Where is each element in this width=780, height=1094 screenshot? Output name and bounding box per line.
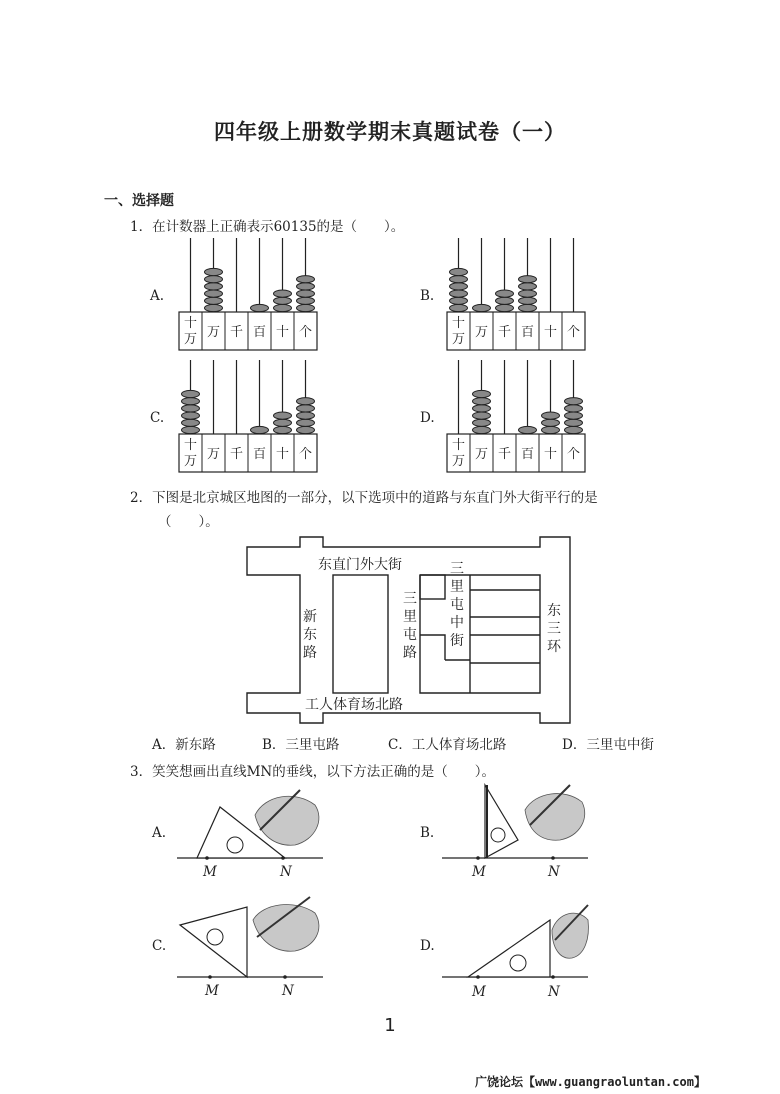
abacus-bead: [496, 297, 514, 304]
abacus-bead: [297, 276, 315, 283]
abacus-bead: [297, 297, 315, 304]
abacus-bead: [182, 412, 200, 419]
q3-c-label-m: M: [205, 983, 219, 999]
abacus-bead: [274, 426, 292, 433]
abacus-place-label: 十: [543, 325, 558, 340]
map-label-dongsanhuan-1: 东: [547, 603, 561, 619]
map-label-sanlitun-1: 三: [403, 591, 417, 607]
q1-option-d-label: D.: [420, 410, 435, 426]
question-1-text: 1．在计数器上正确表示60135的是（ ）。: [130, 219, 405, 235]
abacus-bead: [519, 283, 537, 290]
beijing-map: [245, 535, 575, 725]
abacus-bead: [205, 276, 223, 283]
abacus-bead: [450, 268, 468, 275]
abacus-bead: [473, 412, 491, 419]
q1-abacus-d: [446, 358, 586, 476]
abacus-bead: [450, 290, 468, 297]
abacus-bead: [274, 290, 292, 297]
abacus-bead: [473, 304, 491, 311]
abacus-bead: [297, 419, 315, 426]
abacus-bead: [297, 405, 315, 412]
abacus-bead: [205, 268, 223, 275]
q3-a-label-n: N: [280, 864, 292, 880]
q3-option-d-label: D.: [420, 938, 435, 954]
map-label-xindonglu-3: 路: [303, 645, 317, 661]
page-number: 1: [384, 1015, 396, 1036]
abacus-place-label: 十: [275, 325, 290, 340]
abacus-bead: [274, 412, 292, 419]
abacus-bead: [542, 412, 560, 419]
map-label-xindonglu-1: 新: [303, 609, 317, 625]
abacus-bead: [205, 304, 223, 311]
abacus-bead: [274, 419, 292, 426]
abacus-bead: [297, 283, 315, 290]
footer-watermark: 广饶论坛【www.guangraoluntan.com】: [475, 1075, 706, 1089]
q3-c-label-n: N: [282, 983, 294, 999]
abacus-bead: [473, 390, 491, 397]
q2-option-d: D．三里屯中街: [562, 737, 654, 753]
abacus-place-label: 个: [298, 447, 313, 462]
abacus-bead: [205, 297, 223, 304]
abacus-place-label: 百: [520, 325, 535, 340]
map-label-sanlitun-3: 屯: [403, 627, 417, 643]
q3-d-label-n: N: [548, 984, 560, 1000]
page-title: 四年级上册数学期末真题试卷（一）: [214, 120, 566, 144]
map-label-dongzhimen: 东直门外大街: [318, 557, 402, 573]
abacus-bead: [473, 419, 491, 426]
abacus-bead: [473, 426, 491, 433]
abacus-place-label: 万: [183, 332, 198, 347]
abacus-bead: [565, 412, 583, 419]
q3-figure-d: [440, 900, 590, 980]
q3-figure-b: [440, 780, 590, 860]
abacus-place-label: 十: [543, 447, 558, 462]
abacus-bead: [205, 290, 223, 297]
q3-d-label-m: M: [472, 984, 486, 1000]
q1-option-c-label: C.: [150, 410, 165, 426]
abacus-bead: [519, 297, 537, 304]
abacus-place-label: 万: [206, 325, 221, 340]
abacus-bead: [496, 304, 514, 311]
abacus-place-label: 千: [497, 325, 512, 340]
abacus-bead: [565, 398, 583, 405]
abacus-bead: [205, 283, 223, 290]
q2-option-b: B．三里屯路: [262, 737, 340, 753]
abacus-bead: [182, 398, 200, 405]
abacus-bead: [182, 419, 200, 426]
abacus-place-label: 百: [520, 447, 535, 462]
abacus-bead: [297, 398, 315, 405]
abacus-bead: [450, 283, 468, 290]
abacus-bead: [450, 297, 468, 304]
abacus-place-label: 万: [451, 332, 466, 347]
abacus-bead: [473, 405, 491, 412]
abacus-bead: [565, 419, 583, 426]
abacus-place-label: 十: [451, 316, 466, 331]
abacus-place-label: 千: [229, 325, 244, 340]
q1-option-a-label: A.: [150, 288, 165, 304]
map-label-gongti: 工人体育场北路: [305, 697, 403, 713]
abacus-bead: [519, 276, 537, 283]
q3-b-label-n: N: [548, 864, 560, 880]
abacus-bead: [542, 419, 560, 426]
abacus-bead: [182, 426, 200, 433]
map-label-sanlitunzhong-5: 街: [450, 633, 464, 649]
abacus-place-label: 万: [183, 454, 198, 469]
abacus-bead: [565, 426, 583, 433]
map-label-dongsanhuan-2: 三: [547, 621, 561, 637]
abacus-bead: [182, 405, 200, 412]
q3-option-b-label: B.: [420, 825, 435, 841]
abacus-place-label: 千: [229, 447, 244, 462]
abacus-bead: [297, 426, 315, 433]
abacus-place-label: 个: [566, 447, 581, 462]
abacus-bead: [519, 290, 537, 297]
abacus-bead: [251, 304, 269, 311]
abacus-place-label: 十: [183, 438, 198, 453]
abacus-bead: [519, 304, 537, 311]
map-label-sanlitunzhong-4: 中: [450, 615, 464, 631]
abacus-place-label: 万: [474, 447, 489, 462]
section-heading: 一、选择题: [104, 193, 174, 209]
abacus-bead: [542, 426, 560, 433]
abacus-bead: [297, 290, 315, 297]
abacus-place-label: 万: [206, 447, 221, 462]
q1-abacus-b: [446, 236, 586, 354]
abacus-bead: [251, 426, 269, 433]
abacus-bead: [274, 297, 292, 304]
q3-b-label-m: M: [472, 864, 486, 880]
q1-abacus-a: [178, 236, 318, 354]
q1-option-b-label: B.: [420, 288, 435, 304]
q2-option-a: A．新东路: [152, 737, 216, 753]
abacus-bead: [565, 405, 583, 412]
abacus-place-label: 百: [252, 325, 267, 340]
abacus-place-label: 百: [252, 447, 267, 462]
abacus-bead: [274, 304, 292, 311]
question-2-text-line1: 2．下图是北京城区地图的一部分，以下选项中的道路与东直门外大街平行的是: [130, 490, 598, 506]
abacus-bead: [519, 426, 537, 433]
q3-a-label-m: M: [203, 864, 217, 880]
map-label-dongsanhuan-3: 环: [547, 639, 561, 655]
abacus-place-label: 万: [451, 454, 466, 469]
map-label-sanlitunzhong-3: 屯: [450, 597, 464, 613]
q1-abacus-c: [178, 358, 318, 476]
q2-option-c: C．工人体育场北路: [388, 737, 507, 753]
abacus-bead: [450, 276, 468, 283]
map-label-sanlitunzhong-1: 三: [450, 561, 464, 577]
abacus-place-label: 十: [183, 316, 198, 331]
abacus-bead: [297, 412, 315, 419]
abacus-place-label: 十: [451, 438, 466, 453]
map-label-sanlitun-4: 路: [403, 645, 417, 661]
abacus-place-label: 十: [275, 447, 290, 462]
abacus-bead: [182, 390, 200, 397]
abacus-bead: [496, 290, 514, 297]
question-3-text: 3．笑笑想画出直线MN的垂线，以下方法正确的是（ ）。: [130, 764, 495, 780]
question-2-text-line2: （ ）。: [158, 514, 219, 530]
abacus-place-label: 个: [298, 325, 313, 340]
abacus-place-label: 万: [474, 325, 489, 340]
map-label-sanlitun-2: 里: [403, 609, 417, 625]
q3-option-a-label: A.: [152, 825, 167, 841]
q3-option-c-label: C.: [152, 938, 167, 954]
abacus-place-label: 千: [497, 447, 512, 462]
q3-figure-c: [175, 895, 325, 980]
abacus-bead: [473, 398, 491, 405]
map-label-sanlitunzhong-2: 里: [450, 579, 464, 595]
q3-figure-a: [175, 785, 325, 860]
map-label-xindonglu-2: 东: [303, 627, 317, 643]
abacus-bead: [450, 304, 468, 311]
abacus-place-label: 个: [566, 325, 581, 340]
abacus-bead: [297, 304, 315, 311]
